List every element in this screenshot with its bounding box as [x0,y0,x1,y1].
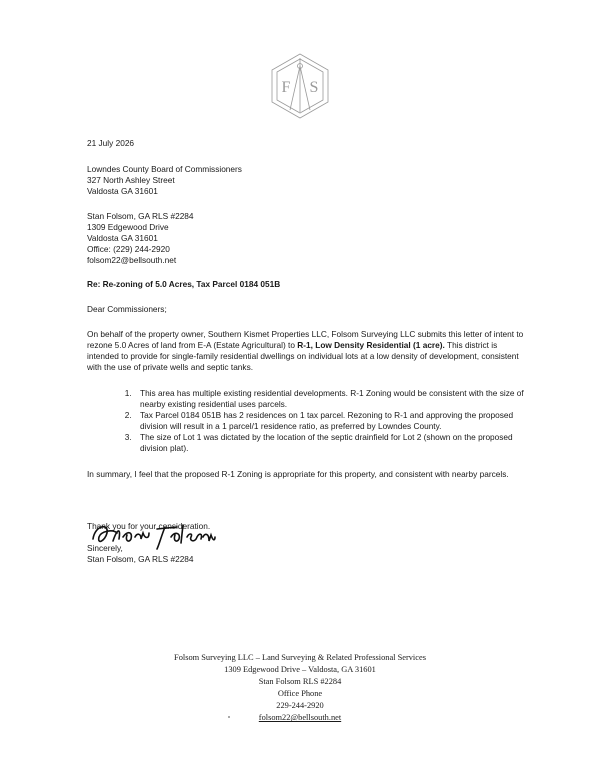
letter-body [87,138,527,565]
summary-paragraph: In summary, I feel that the proposed R-1 Zoning is appropriate for this property, and consistent with nearby parcels. [87,469,509,479]
recipient-line: Valdosta GA 31601 [87,186,158,196]
closing [87,521,527,565]
letter-date: 21 July 2026 [87,138,135,148]
recipient-line: 327 North Ashley Street [87,175,175,185]
reasons-list [87,388,527,454]
list-item: 1. This area has multiple existing residential developments. R-1 Zoning would be consistent with the size of nearby existing residential uses parcels. [134,388,527,410]
footer-license: Stan Folsom RLS #2284 [258,677,342,687]
sender-line: Office: (229) 244-2920 [87,244,170,254]
footer-phone: 229-244-2920 [276,701,324,711]
list-item: 3. The size of Lot 1 was dictated by the location of the septic drainfield for Lot 2 (shown on the proposed division plat). [134,432,527,454]
sender-line: 1309 Edgewood Drive [87,222,169,232]
sender-address [87,211,527,266]
sender-line: Stan Folsom, GA RLS #2284 [87,211,194,221]
company-logo [266,52,334,120]
salutation: Dear Commissioners; [87,304,167,314]
thanks-line: Thank you for your consideration. [87,521,211,531]
list-item: 2. Tax Parcel 0184 051B has 2 residences on 1 tax parcel. Rezoning to R-1 and approving the proposed division will result in a 1 parcel/1 residence ratio, as preferred by Lowndes County. [134,410,527,432]
footer-company: Folsom Surveying LLC – Land Surveying & Related Professional Services [174,653,426,662]
intro-text: On behalf of the property owner, Southern Kismet Properties LLC, Folsom Surveying LLC submits this letter of intent to rezone 5.0 Acres of land from E-A (Estate Agricultural) to [87,329,524,350]
handwritten-signature [87,515,217,555]
footer-email-link[interactable]: folsom22@bellsouth.net [258,713,342,723]
scan-speck [228,716,230,718]
recipient-address [87,164,527,197]
letterhead-footer [100,652,500,725]
footer-phone-label: Office Phone [277,689,323,699]
zoning-district: R-1, Low Density Residential (1 acre). [297,340,445,350]
sender-line: Valdosta GA 31601 [87,233,158,243]
intro-text-rest: This district is intended to provide for single-family residential dwellings on individual lots at a low density of development, consistent with the use of private wells and septic tanks. [87,340,519,372]
footer-address: 1309 Edgewood Drive – Valdosta, GA 31601 [224,665,376,675]
logo-letter-s: S [309,79,319,96]
subject-line: Re: Re-zoning of 5.0 Acres, Tax Parcel 0184 051B [87,279,281,289]
logo-letter-f: F [281,79,291,96]
signer-line: Stan Folsom, GA RLS #2284 [87,554,194,564]
signoff: Sincerely, [87,543,123,553]
recipient-line: Lowndes County Board of Commissioners [87,164,242,174]
sender-email: folsom22@bellsouth.net [87,255,177,265]
intro-paragraph [87,329,527,373]
